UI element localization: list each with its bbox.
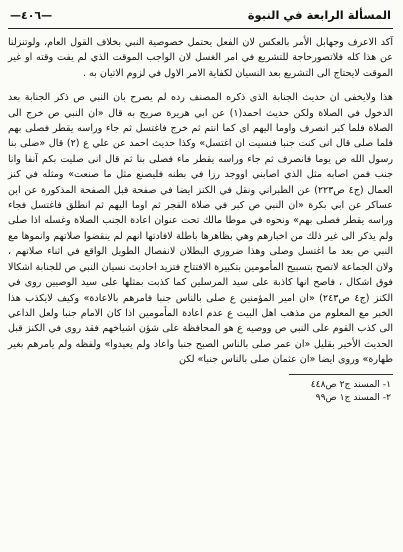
footnotes — [8, 378, 393, 404]
footnote-separator — [289, 374, 393, 375]
body-text — [8, 35, 393, 368]
footnote: ٢- المسند ج١ ص٩٩ — [315, 391, 391, 403]
running-header — [8, 4, 393, 29]
page-number: —٤٠٦— — [10, 8, 53, 22]
chapter-title: المسألة الرابعة في النبوة — [247, 8, 391, 22]
paragraph: آكد الاعرف وجهابل الأمر بالعكس لان الفعل يحتمل خصوصية النبي بخلاف القول العام، ولوتنزلنا عن هذا كله فلاتصورحاجة للتشريع في امر الغسل لان الواجب الموقت الذي لم يفت وقته او غير الموقت لايحتاج الى التشريع بعد النسيان لكفاية الامر الاول في لزوم الاتيان به . — [8, 37, 393, 79]
footnote: ١- المسند ج٢ ص٤٤٨ — [310, 378, 391, 390]
paragraph: هذا ولايخفى ان حديث الجنابة الذى ذكره المصنف رده لم يصرح بان النبي ص ذكر الجنابة بعد الدخول في الصلاة ولكن حديث احمد(١) عن ابي هريرة صريح به قال «ان النبي ص خرج الى الصلاة فلما كبر انصرف واوما اليهم اى كما انتم ثم خرج فاغتسل ثم جاء وراسه يقطر فصلى بهم فلما صلى قال انى كنت جنبا فنسيت ان اغتسل» وكذا حديث احمد عن علي ع (٢) قال «صلى بنا رسول الله ص يوما فانصرف ثم جاء وراسه يقطر ماء فصلى بنا ثم قال انى صليت بكم آنفا وانا جنب فمن اصابه مثل الذي اصابني اووجد رزا في بطنه فليصنع مثل ما صنعت» ومثله في كنز العمال (ج٤ ص٢٢٣) عن الطبراني ونقل في الكنز ايضا في صفحة قبل الصفحة المذكورة عن ابن عساكر عن ابي بكرة «ان النبي ص كبر في صلاة الفجر ثم اوما اليهم ثم انطلق فاغتسل فجاء وراسه يقطر فصلى بهم» ونحوه في موطا مالك تحت عنوان اعادة الجنب الصلاة وغسله اذا صلى ولم يذكر الى غير ذلك من اخبارهم وهي بظاهرها باطلة لافادتها انهم لم ينقضوا صلاتهم وانموها مع النبي ص بعد ما اغتسل وصلى وهذا ضروري البطلان لانفصال الطويل الواقع في اثناء صلاتهم ، ولان الجماعة لاتصح بتسبيح المأمومين بتكبيرة الافتتاح فتزيد احاديث نسيان النبي ص للجنابة اشكالا فوق اشكال ، فاصح انها كاذبة على سيد المرسلين كما كذبت بمثلها على سيد الوصيين روى في الكنز (ج٤ ص٢٤٣) «ان امير المؤمنين ع صلى بالناس جنبا فامرهم بالاعادة» وكيف لايكذب هذا الخبر مع المعلوم من مذهب اهل البيت ع عدم اعادة المأمومين اذا كان الامام جنبا ولعل الداعي الى كذب القوم على النبي ص ووصيه ع هو المحافظة على شؤن اشياخهم فقد روى في الكنز قبل الحديث الأخير بقليل «ان عمر صلى بالناس الصبح جنبا واعاد ولم يعيدوا» ولفظه ولم يامرهم بغير طهارة» وروى ايضا «ان عثمان صلى بالناس جنبا» لكن — [8, 92, 393, 366]
